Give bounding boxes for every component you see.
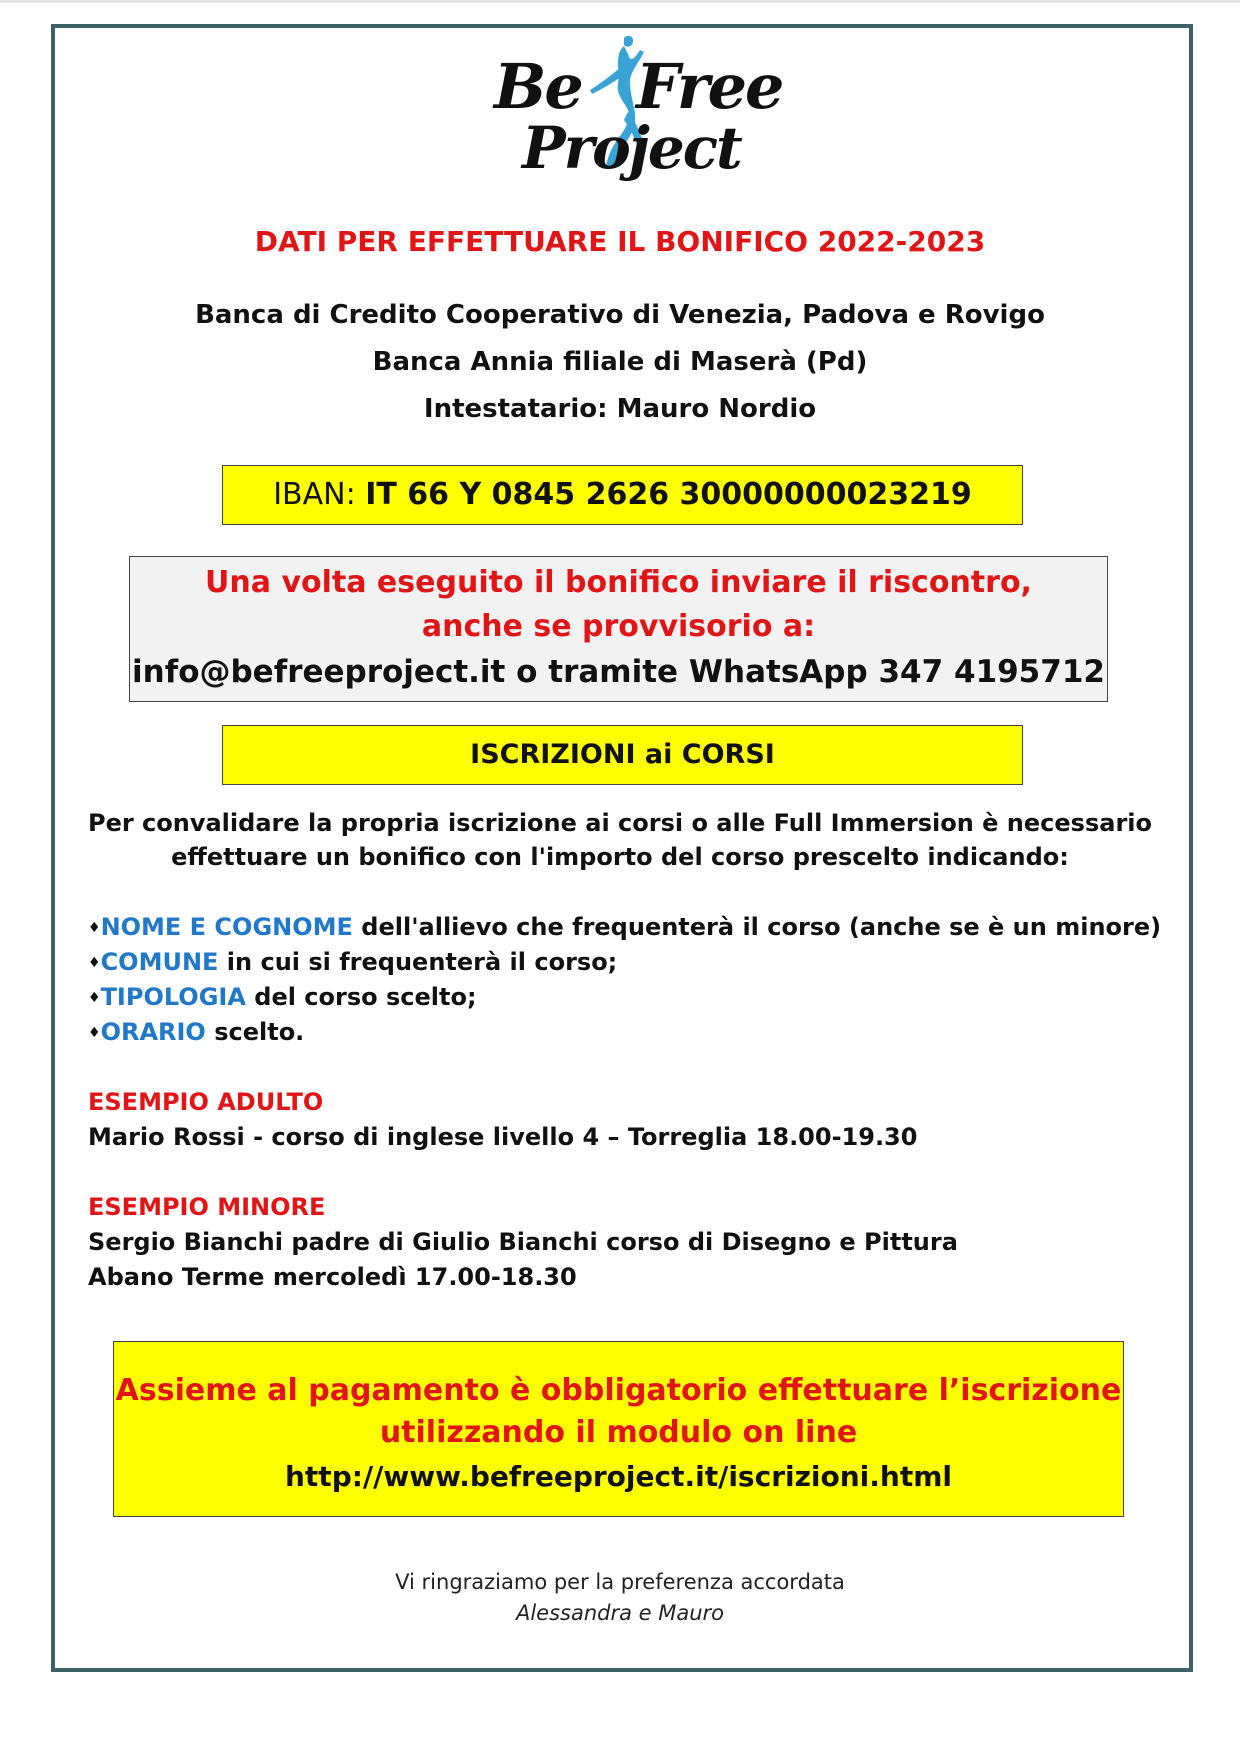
bullet-text: scelto. (205, 1018, 305, 1046)
example-adult-label: ESEMPIO ADULTO (88, 1088, 324, 1116)
bullet-key: TIPOLOGIA (100, 983, 246, 1011)
bullet-key: COMUNE (100, 948, 219, 976)
registration-link[interactable]: http://www.befreeproject.it/iscrizioni.html (284, 1460, 952, 1493)
logo-word-be: Be (494, 50, 582, 123)
final-line-2: utilizzando il modulo on line (379, 1415, 858, 1450)
iban-label: IBAN: (273, 477, 366, 512)
diamond-bullet-icon: ♦ (88, 955, 101, 971)
notice-line-2: anche se provvisorio a: (421, 609, 816, 644)
signature: Alessandra e Mauro (515, 1601, 725, 1625)
notice-line-1: Una volta eseguito il bonifico inviare il riscontro, (205, 565, 1032, 600)
bullet-text: dell'allievo che frequenterà il corso (anche se è un minore) (352, 913, 1162, 941)
be-free-project-logo (486, 32, 783, 192)
final-line-1: Assieme al pagamento è obbligatorio effettuare l’iscrizione (115, 1373, 1122, 1408)
bank-name: Banca di Credito Cooperativo di Venezia, Padova e Rovigo (195, 300, 1045, 330)
bullet-key: ORARIO (100, 1018, 206, 1046)
example-minor-line-2: Abano Terme mercoledì 17.00-18.30 (88, 1263, 577, 1291)
diamond-bullet-icon: ♦ (88, 990, 101, 1006)
list-item (88, 948, 617, 976)
iban-value: IT 66 Y 0845 2626 30000000023219 (365, 477, 972, 512)
notice-contact: info@befreeproject.it o tramite WhatsApp 347 4195712 (132, 654, 1105, 690)
receipt-notice-box (129, 556, 1108, 702)
bank-branch: Banca Annia filiale di Maserà (Pd) (372, 347, 868, 377)
iscrizioni-heading: ISCRIZIONI ai CORSI (222, 725, 1023, 785)
instructions-line-1: Per convalidare la propria iscrizione ai corsi o alle Full Immersion è necessario (87, 809, 1152, 837)
example-minor-line-1: Sergio Bianchi padre di Giulio Bianchi corso di Disegno e Pittura (88, 1228, 958, 1256)
logo-word-free: Free (636, 50, 783, 123)
bullet-text: in cui si frequenterà il corso; (218, 948, 618, 976)
example-minor-label: ESEMPIO MINORE (88, 1193, 326, 1221)
example-adult-text: Mario Rossi - corso di inglese livello 4 – Torreglia 18.00-19.30 (88, 1123, 918, 1151)
bullet-key: NOME E COGNOME (100, 913, 353, 941)
account-holder: Intestatario: Mauro Nordio (423, 394, 817, 424)
list-item (88, 913, 1161, 941)
logo-word-project: Project (522, 114, 741, 182)
diamond-bullet-icon: ♦ (88, 920, 101, 936)
thanks-text: Vi ringraziamo per la preferenza accordata (395, 1570, 845, 1594)
page-title: DATI PER EFFETTUARE IL BONIFICO 2022-2023 (254, 225, 986, 258)
registration-notice-box (113, 1341, 1124, 1517)
top-rule (0, 0, 1240, 3)
iban-box (222, 465, 1023, 525)
diamond-bullet-icon: ♦ (88, 1025, 101, 1041)
instructions-line-2: effettuare un bonifico con l'importo del corso prescelto indicando: (171, 843, 1069, 871)
list-item (88, 983, 477, 1011)
bullet-text: del corso scelto; (245, 983, 477, 1011)
list-item (88, 1018, 304, 1046)
